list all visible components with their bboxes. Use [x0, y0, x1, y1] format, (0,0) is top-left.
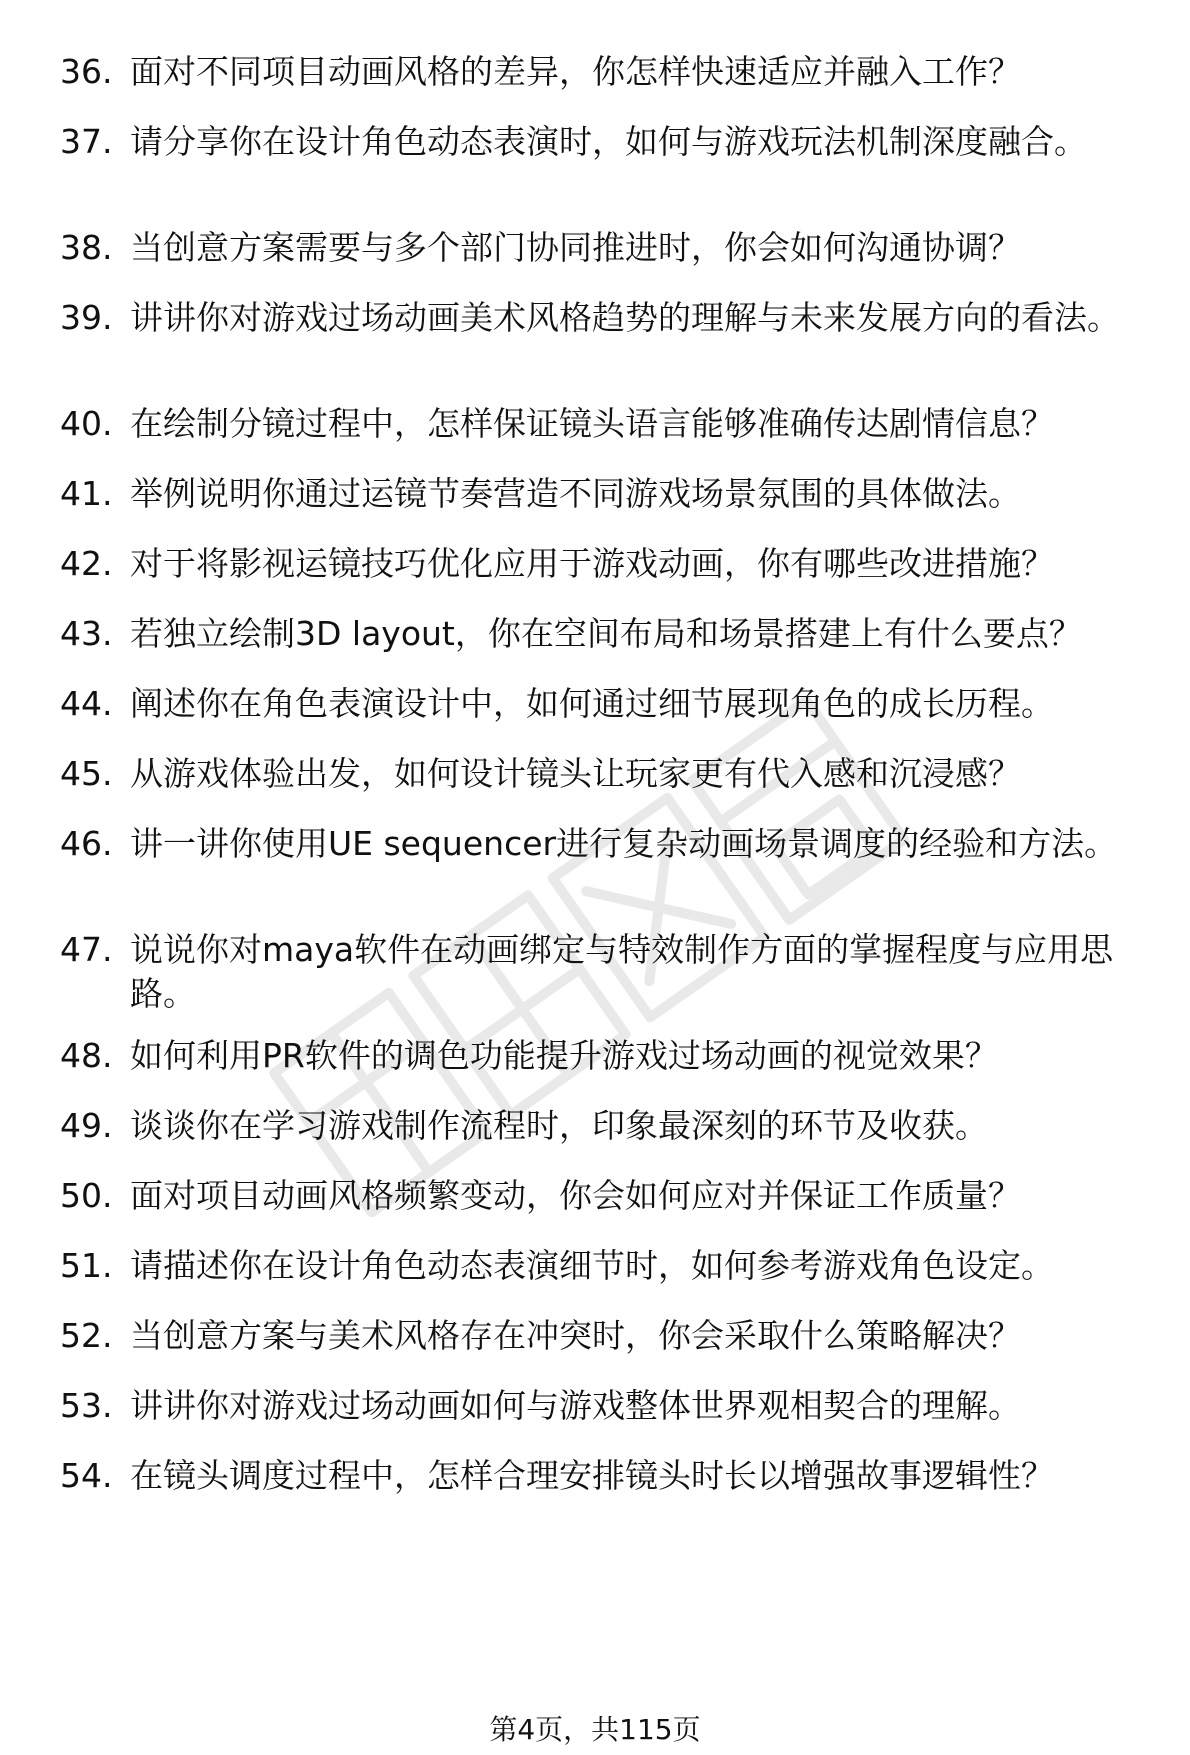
question-number: 44.	[60, 684, 113, 723]
question-text: 讲讲你对游戏过场动画如何与游戏整体世界观相契合的理解。	[130, 1386, 1021, 1425]
question-number: 36.	[60, 52, 113, 91]
question-number: 38.	[60, 228, 113, 267]
question-number: 43.	[60, 614, 113, 653]
question-text: 阐述你在角色表演设计中，如何通过细节展现角色的成长历程。	[130, 684, 1054, 723]
question-number: 50.	[60, 1176, 113, 1215]
question-text: 当创意方案与美术风格存在冲突时，你会采取什么策略解决？	[130, 1316, 1021, 1355]
question-number: 39.	[60, 298, 113, 337]
question-text: 讲讲你对游戏过场动画美术风格趋势的理解与未来发展方向的看法。	[130, 298, 1120, 337]
question-number: 51.	[60, 1246, 113, 1285]
question-number: 54.	[60, 1456, 113, 1495]
question-number: 37.	[60, 122, 113, 161]
question-number: 42.	[60, 544, 113, 583]
question-number: 52.	[60, 1316, 113, 1355]
question-number: 49.	[60, 1106, 113, 1145]
question-text: 请描述你在设计角色动态表演细节时，如何参考游戏角色设定。	[130, 1246, 1054, 1285]
question-number: 45.	[60, 754, 113, 793]
question-text: 请分享你在设计角色动态表演时，如何与游戏玩法机制深度融合。	[130, 122, 1087, 161]
question-text: 如何利用PR软件的调色功能提升游戏过场动画的视觉效果？	[130, 1036, 998, 1075]
question-text: 在镜头调度过程中，怎样合理安排镜头时长以增强故事逻辑性？	[130, 1456, 1054, 1495]
question-text: 从游戏体验出发，如何设计镜头让玩家更有代入感和沉浸感？	[130, 754, 1021, 793]
question-number: 46.	[60, 824, 113, 863]
question-number: 53.	[60, 1386, 113, 1425]
question-text: 在绘制分镜过程中，怎样保证镜头语言能够准确传达剧情信息？	[130, 404, 1054, 443]
question-text: 若独立绘制3D layout，你在空间布局和场景搭建上有什么要点？	[130, 614, 1082, 653]
question-number: 40.	[60, 404, 113, 443]
question-text: 谈谈你在学习游戏制作流程时，印象最深刻的环节及收获。	[130, 1106, 988, 1145]
question-text: 举例说明你通过运镜节奏营造不同游戏场景氛围的具体做法。	[130, 474, 1021, 513]
question-text: 对于将影视运镜技巧优化应用于游戏动画，你有哪些改进措施？	[130, 544, 1054, 583]
question-text: 说说你对maya软件在动画绑定与特效制作方面的掌握程度与应用思路。	[130, 930, 1114, 1013]
question-text: 面对不同项目动画风格的差异，你怎样快速适应并融入工作？	[130, 52, 1021, 91]
question-number: 47.	[60, 930, 113, 969]
question-text: 讲一讲你使用UE sequencer进行复杂动画场景调度的经验和方法。	[130, 824, 1118, 863]
question-number: 41.	[60, 474, 113, 513]
question-number: 48.	[60, 1036, 113, 1075]
question-text: 当创意方案需要与多个部门协同推进时，你会如何沟通协调？	[130, 228, 1021, 267]
page-footer: 第4页，共115页	[489, 1713, 701, 1746]
question-text: 面对项目动画风格频繁变动，你会如何应对并保证工作质量？	[130, 1176, 1021, 1215]
